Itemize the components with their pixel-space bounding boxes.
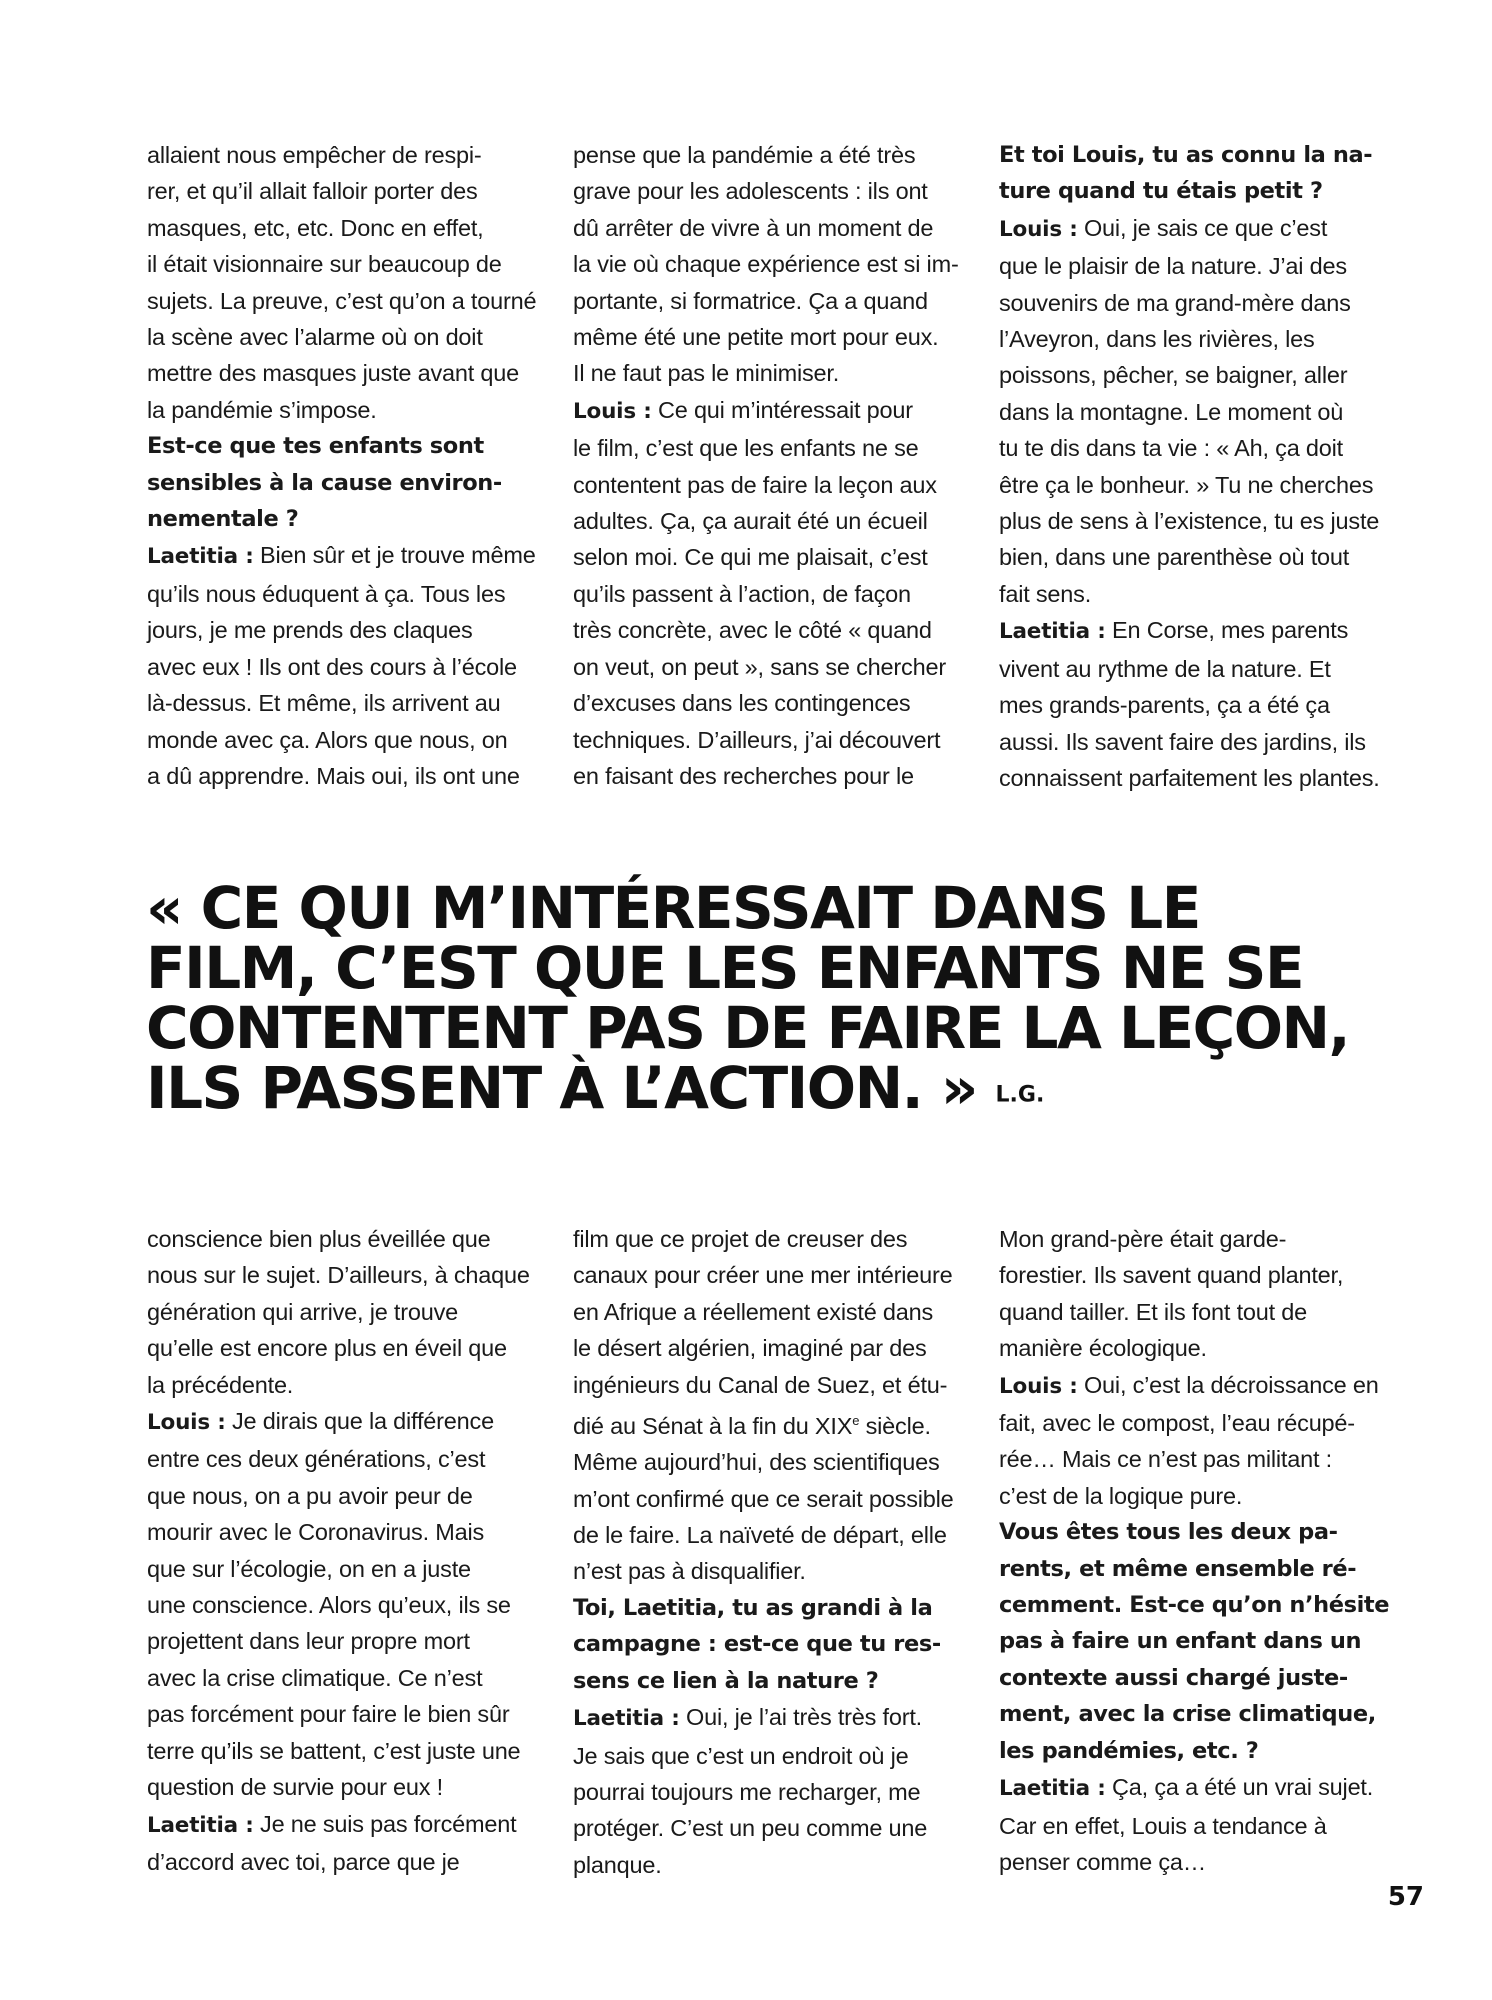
body-text-line — [573, 355, 973, 391]
pull-quote-line: « CE QUI M’INTÉRESSAIT DANS LE — [146, 874, 1200, 942]
body-text-line — [147, 1660, 547, 1696]
interview-question-line: contexte aussi chargé juste- — [999, 1664, 1348, 1691]
line-text: la précédente. — [147, 1371, 294, 1398]
body-text-line — [147, 392, 547, 428]
article-column-4 — [147, 1221, 547, 1880]
body-text-line — [573, 1330, 973, 1366]
interview-question-line: Toi, Laetitia, tu as grandi à la — [573, 1594, 933, 1621]
body-text-line — [573, 1810, 973, 1846]
body-text-line — [573, 1699, 973, 1737]
superscript: e — [852, 1413, 860, 1429]
line-text: bien, dans une parenthèse où tout — [999, 544, 1350, 571]
body-text-line — [999, 724, 1399, 760]
line-text: Je sais que c’est un endroit où je — [573, 1742, 909, 1769]
article-column-5 — [573, 1221, 973, 1883]
body-text-line — [999, 1441, 1399, 1477]
body-text-line — [147, 758, 547, 794]
body-text-line — [573, 539, 973, 575]
body-text-line — [573, 503, 973, 539]
interview-question-line: rents, et même ensemble ré- — [999, 1555, 1357, 1582]
body-text-line — [999, 760, 1399, 796]
article-column-2 — [573, 137, 973, 794]
line-text: pas forcément pour faire le bien sûr — [147, 1701, 510, 1728]
body-text-line — [147, 1769, 547, 1805]
body-text-line — [147, 1441, 547, 1477]
line-text: n’est pas à disqualifier. — [573, 1558, 806, 1585]
body-text-line — [147, 1478, 547, 1514]
line-text: Même aujourd’hui, des scientifiques — [573, 1449, 940, 1476]
body-text-line — [999, 1844, 1399, 1880]
body-text-line — [573, 173, 973, 209]
interview-question-line: sensibles à la cause environ- — [147, 469, 502, 496]
body-text-line — [573, 1403, 973, 1444]
body-text-line — [147, 1696, 547, 1732]
body-text-line — [147, 283, 547, 319]
article-column-1 — [147, 137, 547, 794]
line-text: connaissent parfaitement les plantes. — [999, 764, 1380, 791]
line-text: canaux pour créer une mer intérieure — [573, 1262, 953, 1289]
line-text: Je dirais que la différence — [225, 1408, 494, 1435]
body-text-line — [999, 612, 1399, 650]
body-text-line — [147, 1551, 547, 1587]
line-text: mettre des masques juste avant que — [147, 360, 520, 387]
body-text-line — [573, 1553, 973, 1589]
line-text: d’accord avec toi, parce que je — [147, 1848, 460, 1875]
line-text: mes grands-parents, ça a été ça — [999, 692, 1330, 719]
line-text: mourir avec le Coronavirus. Mais — [147, 1519, 485, 1546]
interview-question-line: nementale ? — [147, 506, 299, 533]
body-text-line — [147, 649, 547, 685]
body-text-line — [999, 1294, 1399, 1330]
body-text-line — [147, 137, 547, 173]
interview-question-line: Est-ce que tes enfants sont — [147, 433, 484, 460]
interview-question-line: sens ce lien à la nature ? — [573, 1667, 879, 1694]
body-text-line — [999, 285, 1399, 321]
body-text-line — [999, 321, 1399, 357]
line-text: entre ces deux générations, c’est — [147, 1446, 486, 1473]
body-text-line — [573, 1774, 973, 1810]
line-text: qu’ils passent à l’action, de façon — [573, 580, 911, 607]
interview-question-line: les pandémies, etc. ? — [999, 1737, 1259, 1764]
pull-quote-last-line — [146, 1054, 1396, 1125]
line-text: terre qu’ils se battent, c’est juste une — [147, 1737, 521, 1764]
line-text: quand tailler. Et ils font tout de — [999, 1298, 1308, 1325]
body-text-line — [999, 1478, 1399, 1514]
page-number: 57 — [1387, 1882, 1424, 1912]
body-text-line — [147, 355, 547, 391]
line-text: d’excuses dans les contingences — [573, 690, 911, 717]
body-text-line — [573, 612, 973, 648]
line-text: a dû apprendre. Mais oui, ils ont une — [147, 762, 520, 789]
body-text-line — [999, 539, 1399, 575]
body-text-line — [573, 430, 973, 466]
interview-question-line: Vous êtes tous les deux pa- — [999, 1519, 1338, 1546]
line-text: question de survie pour eux ! — [147, 1774, 443, 1801]
line-text: allaient nous empêcher de respi- — [147, 142, 482, 168]
pull-quote — [146, 874, 1396, 1125]
line-text: pourrai toujours me recharger, me — [573, 1778, 921, 1805]
line-text: on veut, on peut », sans se chercher — [573, 653, 946, 680]
line-text: Oui, je l’ai très très fort. — [679, 1704, 923, 1731]
line-text: masques, etc, etc. Donc en effet, — [147, 214, 484, 241]
line-text: en faisant des recherches pour le — [573, 762, 914, 789]
line-text: plus de sens à l’existence, tu es juste — [999, 508, 1380, 535]
line-text: adultes. Ça, ça aurait été un écueil — [573, 508, 928, 535]
body-text-line — [147, 1733, 547, 1769]
line-text: la scène avec l’alarme où on doit — [147, 324, 483, 351]
body-text-line — [147, 1806, 547, 1844]
line-text: selon moi. Ce qui me plaisait, c’est — [573, 544, 928, 571]
interview-question-line: cemment. Est-ce qu’on n’hésite — [999, 1592, 1390, 1619]
line-text: le film, c’est que les enfants ne se — [573, 435, 919, 462]
body-text-line — [147, 685, 547, 721]
line-text: techniques. D’ailleurs, j’ai découvert — [573, 726, 941, 753]
speaker-name: Laetitia : — [147, 544, 254, 570]
line-text: très concrète, avec le côté « quand — [573, 617, 932, 644]
line-text: film que ce projet de creuser des — [573, 1226, 908, 1252]
body-text-line — [147, 1330, 547, 1366]
body-text-line — [573, 392, 973, 430]
body-text-line — [147, 210, 547, 246]
body-text-line — [147, 1294, 547, 1330]
line-text: le désert algérien, imaginé par des — [573, 1335, 927, 1362]
line-text: il était visionnaire sur beaucoup de — [147, 251, 502, 278]
line-text: dû arrêter de vivre à un moment de — [573, 214, 934, 241]
line-text: jours, je me prends des claques — [147, 617, 473, 644]
body-text-line — [573, 1257, 973, 1293]
line-text: que le plaisir de la nature. J’ai des — [999, 253, 1347, 280]
body-text-line — [147, 1221, 547, 1257]
line-text: protéger. C’est un peu comme une — [573, 1815, 928, 1842]
speaker-name: Laetitia : — [573, 1706, 680, 1732]
line-text: conscience bien plus éveillée que — [147, 1226, 491, 1252]
body-text-line — [999, 651, 1399, 687]
body-text-line — [573, 246, 973, 282]
line-text: Je ne suis pas forcément — [253, 1810, 517, 1837]
line-text: là-dessus. Et même, ils arrivent au — [147, 690, 501, 717]
pull-quote-line: CONTENTENT PAS DE FAIRE LA LEÇON, — [146, 994, 1350, 1062]
body-text-line — [999, 1367, 1399, 1405]
line-text: Bien sûr et je trouve même — [253, 542, 536, 569]
body-text-line — [573, 1367, 973, 1403]
article-column-3 — [999, 137, 1399, 796]
line-text: monde avec ça. Alors que nous, on — [147, 726, 508, 753]
body-text-line — [999, 503, 1399, 539]
speaker-name: Louis : — [147, 1410, 226, 1436]
line-text: sujets. La preuve, c’est qu’on a tourné — [147, 287, 537, 314]
body-text-line — [147, 173, 547, 209]
body-text-line — [147, 1257, 547, 1293]
line-text: Il ne faut pas le minimiser. — [573, 360, 840, 387]
body-text-line — [999, 248, 1399, 284]
line-text: que nous, on a pu avoir peur de — [147, 1482, 473, 1509]
body-text-line — [573, 1517, 973, 1553]
line-text: manière écologique. — [999, 1335, 1207, 1362]
body-text-line — [147, 246, 547, 282]
body-text-line — [999, 467, 1399, 503]
body-text-line — [147, 319, 547, 355]
body-text-line — [999, 576, 1399, 612]
body-text-line — [147, 1844, 547, 1880]
line-text: c’est de la logique pure. — [999, 1482, 1243, 1509]
body-text-line — [147, 1623, 547, 1659]
line-text: une conscience. Alors qu’eux, ils se — [147, 1592, 511, 1619]
line-text: projettent dans leur propre mort — [147, 1628, 470, 1655]
line-text: que sur l’écologie, on en a juste — [147, 1555, 471, 1582]
body-text-line — [573, 649, 973, 685]
body-text-line — [147, 1514, 547, 1550]
body-text-line — [147, 1403, 547, 1441]
line-text: rée… Mais ce n’est pas militant : — [999, 1446, 1332, 1473]
line-text: fait sens. — [999, 580, 1092, 607]
speaker-name: Louis : — [573, 398, 652, 424]
line-text: souvenirs de ma grand-mère dans — [999, 289, 1351, 316]
body-text-line — [573, 1738, 973, 1774]
interview-question-line: Et toi Louis, tu as connu la na- — [999, 142, 1373, 168]
body-text-line — [147, 612, 547, 648]
line-text: siècle. — [859, 1412, 931, 1439]
line-text: dans la montagne. Le moment où — [999, 398, 1344, 425]
body-text-line — [573, 758, 973, 794]
pull-quote-line: ILS PASSENT À L’ACTION. » — [146, 1054, 977, 1122]
line-text: planque. — [573, 1851, 662, 1878]
article-column-6 — [999, 1221, 1399, 1880]
line-text: même été une petite mort pour eux. — [573, 324, 939, 351]
speaker-name: Laetitia : — [999, 619, 1106, 645]
line-text: la vie où chaque expérience est si im- — [573, 251, 959, 278]
body-text-line — [573, 1444, 973, 1480]
line-text: forestier. Ils savent quand planter, — [999, 1262, 1344, 1289]
line-text: qu’elle est encore plus en éveil que — [147, 1335, 507, 1362]
interview-question-line: pas à faire un enfant dans un — [999, 1628, 1362, 1655]
interview-question-line: ture quand tu étais petit ? — [999, 178, 1323, 205]
body-text-line — [999, 687, 1399, 723]
body-text-line — [573, 1847, 973, 1883]
line-text: vivent au rythme de la nature. Et — [999, 655, 1331, 682]
line-text: aussi. Ils savent faire des jardins, ils — [999, 728, 1366, 755]
line-text: tu te dis dans ta vie : « Ah, ça doit — [999, 435, 1344, 462]
line-text: Mon grand-père était garde- — [999, 1226, 1287, 1252]
line-text: contentent pas de faire la leçon aux — [573, 471, 937, 498]
pull-quote-initials: L.G. — [995, 1082, 1045, 1108]
line-text: Ça, ça a été un vrai sujet. — [1105, 1774, 1374, 1801]
body-text-line — [999, 394, 1399, 430]
line-text: génération qui arrive, je trouve — [147, 1298, 459, 1325]
body-text-line — [573, 685, 973, 721]
line-text: Oui, c’est la décroissance en — [1077, 1371, 1379, 1398]
line-text: poissons, pêcher, se baigner, aller — [999, 362, 1348, 389]
body-text-line — [147, 537, 547, 575]
line-text: avec la crise climatique. Ce n’est — [147, 1664, 483, 1691]
body-text-line — [573, 137, 973, 173]
line-text: nous sur le sujet. D’ailleurs, à chaque — [147, 1262, 530, 1289]
speaker-name: Laetitia : — [147, 1812, 254, 1838]
body-text-line — [999, 430, 1399, 466]
line-text: m’ont confirmé que ce serait possible — [573, 1485, 954, 1512]
body-text-line — [147, 1587, 547, 1623]
body-text-line — [573, 1294, 973, 1330]
line-text: l’Aveyron, dans les rivières, les — [999, 326, 1315, 353]
line-text: avec eux ! Ils ont des cours à l’école — [147, 653, 517, 680]
body-text-line — [999, 1808, 1399, 1844]
body-text-line — [999, 210, 1399, 248]
body-text-line — [573, 467, 973, 503]
line-text: En Corse, mes parents — [1105, 617, 1349, 644]
body-text-line — [999, 1769, 1399, 1807]
line-text: qu’ils nous éduquent à ça. Tous les — [147, 580, 506, 607]
line-text: Car en effet, Louis a tendance à — [999, 1812, 1327, 1839]
body-text-line — [573, 319, 973, 355]
line-text: rer, et qu’il allait falloir porter des — [147, 178, 478, 205]
body-text-line — [147, 722, 547, 758]
body-text-line — [573, 1481, 973, 1517]
line-text: de le faire. La naïveté de départ, elle — [573, 1522, 947, 1549]
speaker-name: Louis : — [999, 216, 1078, 242]
line-text: portante, si formatrice. Ça a quand — [573, 287, 928, 314]
speaker-name: Laetitia : — [999, 1776, 1106, 1802]
interview-question-line: campagne : est-ce que tu res- — [573, 1631, 941, 1658]
body-text-line — [999, 1330, 1399, 1366]
body-text-line — [573, 722, 973, 758]
body-text-line — [573, 283, 973, 319]
line-text: penser comme ça… — [999, 1848, 1207, 1875]
body-text-line — [573, 576, 973, 612]
line-text: fait, avec le compost, l’eau récupé- — [999, 1410, 1355, 1437]
body-text-line — [999, 1405, 1399, 1441]
line-text: Ce qui m’intéressait pour — [651, 396, 913, 423]
line-text: pense que la pandémie a été très — [573, 142, 916, 168]
body-text-line — [147, 1367, 547, 1403]
body-text-line — [999, 1257, 1399, 1293]
line-text: ingénieurs du Canal de Suez, et étu- — [573, 1371, 948, 1398]
line-text: la pandémie s’impose. — [147, 396, 377, 423]
body-text-line — [147, 576, 547, 612]
speaker-name: Louis : — [999, 1373, 1078, 1399]
line-text: grave pour les adolescents : ils ont — [573, 178, 928, 205]
line-text: Oui, je sais ce que c’est — [1077, 214, 1328, 241]
line-text: dié au Sénat à la fin du XIX — [573, 1412, 853, 1439]
body-text-line — [999, 357, 1399, 393]
line-text: être ça le bonheur. » Tu ne cherches — [999, 471, 1374, 498]
interview-question-line: ment, avec la crise climatique, — [999, 1701, 1376, 1728]
body-text-line — [573, 1221, 973, 1257]
body-text-line — [573, 210, 973, 246]
line-text: en Afrique a réellement existé dans — [573, 1298, 934, 1325]
body-text-line — [999, 1221, 1399, 1257]
pull-quote-line: FILM, C’EST QUE LES ENFANTS NE SE — [146, 934, 1304, 1002]
